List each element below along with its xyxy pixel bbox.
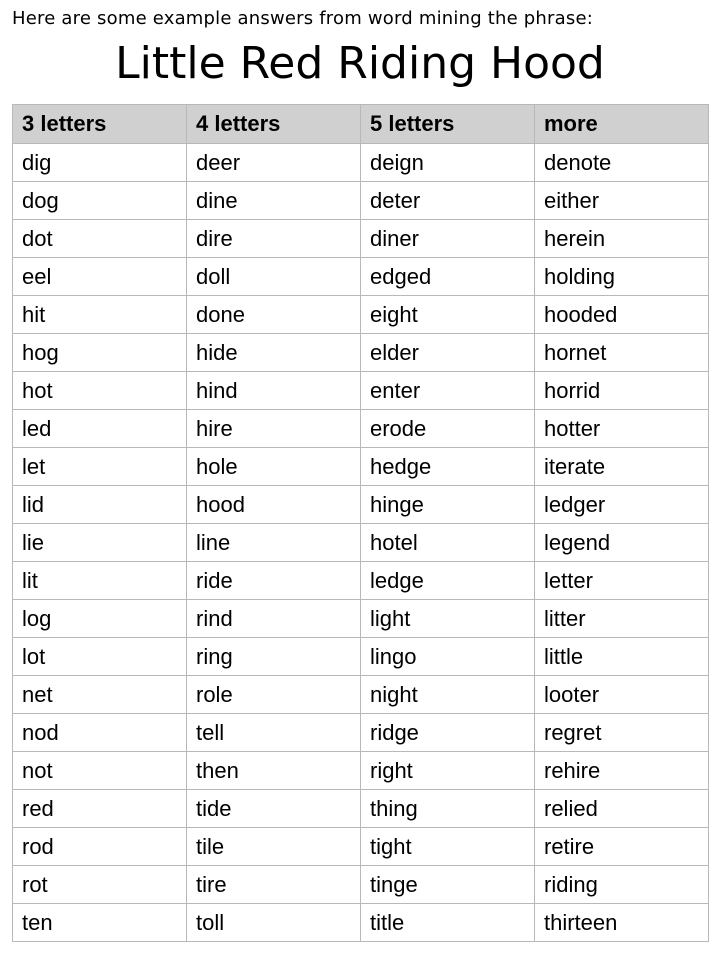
word-cell-5-letters: deign (361, 144, 535, 182)
word-cell-4-letters: tile (187, 828, 361, 866)
word-cell-4-letters: hole (187, 448, 361, 486)
word-cell-3-letters: dog (13, 182, 187, 220)
table-row (13, 448, 709, 486)
word-cell-5-letters: tinge (361, 866, 535, 904)
word-cell-5-letters: right (361, 752, 535, 790)
word-cell-3-letters: let (13, 448, 187, 486)
word-cell-3-letters: hot (13, 372, 187, 410)
word-cell-3-letters: not (13, 752, 187, 790)
table-row (13, 144, 709, 182)
word-cell-4-letters: tell (187, 714, 361, 752)
table-row (13, 334, 709, 372)
word-cell-more: letter (535, 562, 709, 600)
word-cell-5-letters: night (361, 676, 535, 714)
table-row (13, 486, 709, 524)
word-cell-5-letters: lingo (361, 638, 535, 676)
word-cell-4-letters: deer (187, 144, 361, 182)
word-cell-more: herein (535, 220, 709, 258)
word-cell-5-letters: hotel (361, 524, 535, 562)
word-table (12, 104, 709, 942)
word-cell-4-letters: rind (187, 600, 361, 638)
table-row (13, 638, 709, 676)
word-cell-3-letters: lid (13, 486, 187, 524)
word-cell-4-letters: hire (187, 410, 361, 448)
word-cell-more: retire (535, 828, 709, 866)
word-cell-more: iterate (535, 448, 709, 486)
word-cell-4-letters: doll (187, 258, 361, 296)
column-header-5-letters: 5 letters (361, 105, 535, 144)
word-cell-3-letters: hit (13, 296, 187, 334)
word-cell-5-letters: ridge (361, 714, 535, 752)
word-cell-3-letters: eel (13, 258, 187, 296)
table-row (13, 752, 709, 790)
word-cell-3-letters: hog (13, 334, 187, 372)
word-cell-3-letters: log (13, 600, 187, 638)
word-cell-more: hornet (535, 334, 709, 372)
word-cell-4-letters: hood (187, 486, 361, 524)
word-cell-more: thirteen (535, 904, 709, 942)
word-cell-4-letters: tide (187, 790, 361, 828)
word-cell-4-letters: dine (187, 182, 361, 220)
table-row (13, 220, 709, 258)
table-row (13, 600, 709, 638)
word-cell-more: holding (535, 258, 709, 296)
word-cell-3-letters: lie (13, 524, 187, 562)
word-cell-4-letters: ring (187, 638, 361, 676)
word-cell-more: either (535, 182, 709, 220)
table-row (13, 828, 709, 866)
table-row (13, 866, 709, 904)
word-cell-more: legend (535, 524, 709, 562)
word-cell-more: rehire (535, 752, 709, 790)
table-row (13, 562, 709, 600)
table-row (13, 182, 709, 220)
intro-text: Here are some example answers from word mining the phrase: (12, 8, 593, 29)
word-cell-5-letters: light (361, 600, 535, 638)
table-row (13, 410, 709, 448)
word-cell-4-letters: ride (187, 562, 361, 600)
word-cell-3-letters: red (13, 790, 187, 828)
word-cell-4-letters: hind (187, 372, 361, 410)
word-cell-more: ledger (535, 486, 709, 524)
word-cell-more: hotter (535, 410, 709, 448)
word-cell-4-letters: dire (187, 220, 361, 258)
word-cell-more: relied (535, 790, 709, 828)
word-cell-5-letters: thing (361, 790, 535, 828)
word-cell-5-letters: enter (361, 372, 535, 410)
page-title: Little Red Riding Hood (115, 38, 605, 89)
word-cell-5-letters: diner (361, 220, 535, 258)
word-cell-more: hooded (535, 296, 709, 334)
word-cell-3-letters: net (13, 676, 187, 714)
column-header-3-letters: 3 letters (13, 105, 187, 144)
word-cell-4-letters: line (187, 524, 361, 562)
word-cell-4-letters: toll (187, 904, 361, 942)
word-cell-3-letters: ten (13, 904, 187, 942)
table-row (13, 676, 709, 714)
word-cell-3-letters: lit (13, 562, 187, 600)
table-row (13, 714, 709, 752)
word-cell-more: horrid (535, 372, 709, 410)
column-header-more: more (535, 105, 709, 144)
table-row (13, 790, 709, 828)
word-cell-5-letters: hedge (361, 448, 535, 486)
word-cell-more: little (535, 638, 709, 676)
word-cell-3-letters: led (13, 410, 187, 448)
word-cell-5-letters: erode (361, 410, 535, 448)
word-cell-4-letters: role (187, 676, 361, 714)
word-cell-4-letters: tire (187, 866, 361, 904)
word-cell-4-letters: then (187, 752, 361, 790)
word-cell-5-letters: hinge (361, 486, 535, 524)
word-cell-5-letters: ledge (361, 562, 535, 600)
header-row (13, 105, 709, 144)
word-cell-5-letters: title (361, 904, 535, 942)
word-cell-3-letters: lot (13, 638, 187, 676)
word-cell-5-letters: deter (361, 182, 535, 220)
word-cell-5-letters: elder (361, 334, 535, 372)
word-cell-4-letters: done (187, 296, 361, 334)
word-cell-5-letters: tight (361, 828, 535, 866)
table-row (13, 296, 709, 334)
word-cell-more: looter (535, 676, 709, 714)
word-cell-more: litter (535, 600, 709, 638)
table-row (13, 258, 709, 296)
table-row (13, 524, 709, 562)
word-cell-more: riding (535, 866, 709, 904)
word-cell-5-letters: eight (361, 296, 535, 334)
word-cell-3-letters: rod (13, 828, 187, 866)
table-row (13, 372, 709, 410)
word-cell-more: denote (535, 144, 709, 182)
word-cell-more: regret (535, 714, 709, 752)
word-cell-3-letters: dig (13, 144, 187, 182)
column-header-4-letters: 4 letters (187, 105, 361, 144)
word-cell-3-letters: rot (13, 866, 187, 904)
word-cell-5-letters: edged (361, 258, 535, 296)
word-cell-3-letters: dot (13, 220, 187, 258)
word-cell-4-letters: hide (187, 334, 361, 372)
table-row (13, 904, 709, 942)
word-cell-3-letters: nod (13, 714, 187, 752)
